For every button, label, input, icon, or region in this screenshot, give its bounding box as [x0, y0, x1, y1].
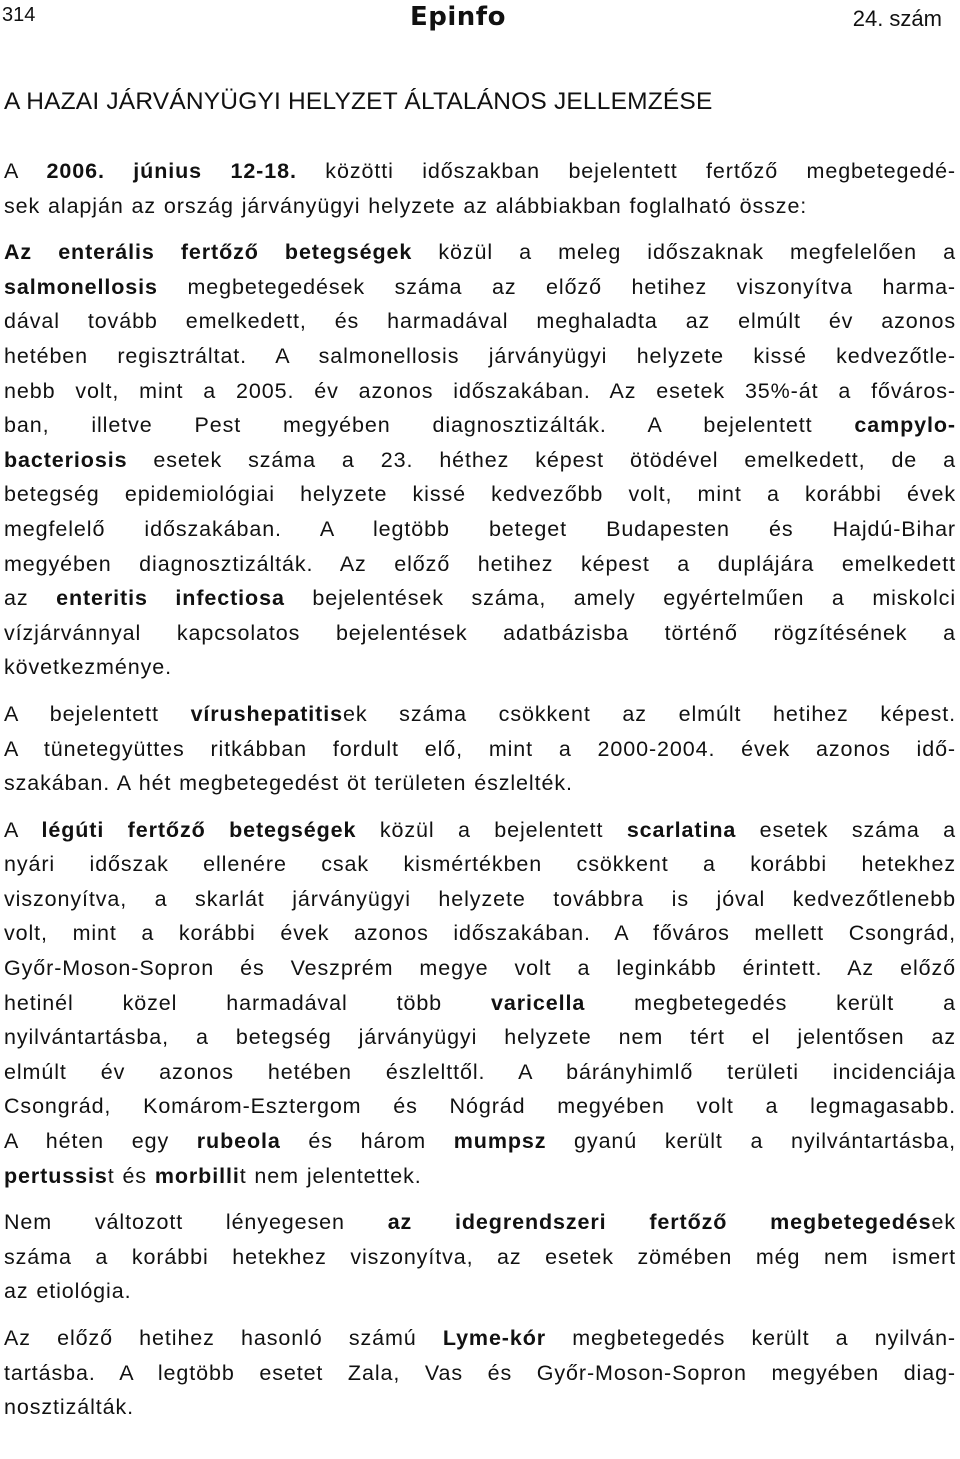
text-run: A [4, 159, 47, 183]
text-line [4, 1055, 956, 1090]
text-run: sek alapján az ország járványügyi helyzete az alábbiakban foglalható össze: [4, 193, 808, 218]
text-run: megfelelő időszakában. A legtöbb beteget Budapesten és Hajdú-Bihar [4, 516, 956, 541]
text-line [4, 766, 956, 801]
bold-term: az idegrendszeri fertőző megbetegedés [387, 1210, 932, 1235]
page-header [0, 0, 960, 40]
page-number: 314 [2, 4, 36, 26]
bold-term: pertussis [4, 1163, 108, 1188]
text-line [4, 1390, 956, 1425]
text-line [4, 1159, 956, 1194]
text-line [4, 1089, 956, 1124]
text-run: megbetegedés került a nyilván- [546, 1326, 956, 1350]
text-line [4, 951, 956, 986]
paragraph [4, 1205, 956, 1309]
text-run: esetek száma a [736, 817, 956, 842]
text-line [4, 650, 956, 685]
text-run: Csongrád, Komárom-Esztergom és Nógrád megyében volt a legmagasabb. [4, 1094, 956, 1119]
text-line [4, 1020, 956, 1055]
paragraph [4, 235, 956, 685]
text-run: vízjárvánnyal kapcsolatos bejelentések adatbázisba történő rögzítésének a [4, 620, 956, 645]
bold-term: morbilli [154, 1163, 240, 1188]
text-line [4, 512, 956, 547]
page-title: A HAZAI JÁRVÁNYÜGYI HELYZET ÁLTALÁNOS JELLEMZÉSE [4, 88, 713, 115]
text-line [4, 616, 956, 651]
text-line [4, 154, 956, 189]
paragraph [4, 154, 956, 223]
text-run: gyanú került a nyilvántartásba, [546, 1129, 957, 1154]
text-run: közül a meleg időszaknak megfelelően a [412, 240, 956, 265]
text-run: Győr-Moson-Sopron és Veszprém megye volt a leginkább érintett. Az előző [4, 956, 956, 981]
bold-term: bacteriosis [4, 447, 128, 472]
text-run: ek száma csökkent az elmúlt hetihez képest. [342, 701, 957, 726]
text-line [4, 547, 956, 582]
text-run: megbetegedés került a [585, 990, 956, 1015]
text-run: az etiológia. [4, 1279, 132, 1304]
text-run: t nem jelentettek. [239, 1163, 422, 1188]
bold-term: salmonellosis [4, 274, 158, 299]
text-line [4, 847, 956, 882]
paragraph [4, 697, 956, 801]
text-run: A bejelentett [4, 701, 191, 726]
bold-term: vírushepatitis [190, 701, 343, 726]
paragraph [4, 1321, 956, 1425]
text-line [4, 1274, 956, 1309]
text-run: A héten egy [4, 1129, 197, 1154]
text-line [4, 813, 956, 848]
text-run: bejelentések száma, amely egyértelműen a miskolci [284, 586, 957, 611]
article-body [4, 154, 956, 1425]
paragraph [4, 813, 956, 1194]
text-line [4, 1124, 956, 1159]
text-line [4, 374, 956, 409]
text-run: ek [931, 1210, 956, 1235]
text-run: dával tovább emelkedett, és harmadával meghaladta az elmúlt év azonos [4, 309, 956, 334]
text-run: A tünetegyüttes ritkábban fordult elő, mint a 2000-2004. évek azonos idő- [4, 736, 956, 761]
text-run: t és [107, 1163, 155, 1188]
text-run: volt, mint a korábbi évek azonos időszakában. A főváros mellett Csongrád, [4, 921, 956, 946]
text-run: Nem változott lényegesen [4, 1210, 388, 1235]
text-run: megyében diagnosztizálták. Az előző hetihez képest a duplájára emelkedett [4, 551, 956, 576]
text-run: nebb volt, mint a 2005. év azonos időszakában. Az esetek 35%-át a főváros- [4, 378, 956, 403]
bold-term: varicella [491, 990, 586, 1015]
text-run: elmúlt év azonos hetében észlelttől. A bárányhimlő területi incidenciája [4, 1059, 956, 1084]
text-run: nyilvántartásba, a betegség járványügyi helyzete nem tért el jelentősen az [4, 1025, 956, 1050]
bold-term: légúti fertőző betegségek [41, 817, 357, 842]
text-line [4, 1356, 956, 1391]
bold-term: 2006. június 12-18. [46, 159, 297, 183]
text-run: tartásba. A legtöbb esetet Zala, Vas és Győr-Moson-Sopron megyében diag- [4, 1360, 956, 1385]
text-line [4, 916, 956, 951]
text-run: és három [280, 1129, 454, 1154]
bold-term: Lyme-kór [442, 1326, 547, 1350]
text-run: esetek száma a 23. héthez képest ötödével emelkedett, de a [127, 447, 956, 472]
text-run: az [4, 586, 57, 611]
text-run: közül a bejelentett [356, 817, 627, 842]
text-line [4, 270, 956, 305]
text-run: szakában. A hét megbetegedést öt területen észlelték. [4, 771, 573, 796]
bold-term: mumpsz [453, 1129, 547, 1154]
text-line [4, 1205, 956, 1240]
text-line [4, 882, 956, 917]
text-run: betegség epidemiológiai helyzete kissé kedvezőbb volt, mint a korábbi évek [4, 482, 956, 507]
text-line [4, 443, 956, 478]
issue-number: 24. szám [852, 6, 942, 31]
text-line [4, 1240, 956, 1275]
text-line [4, 235, 956, 270]
text-run: nosztizálták. [4, 1395, 135, 1420]
epinfo-logo: Epinfo [410, 2, 506, 32]
text-line [4, 189, 956, 224]
text-run: ban, illetve Pest megyében diagnosztizálták. A bejelentett [4, 413, 855, 438]
bold-term: enteritis infectiosa [56, 586, 285, 611]
text-run: viszonyítva, a skarlát járványügyi helyzete továbbra is jóval kedvezőtlenebb [4, 886, 956, 911]
text-run: Az előző hetihez hasonló számú [4, 1326, 443, 1350]
text-line [4, 697, 956, 732]
text-line [4, 732, 956, 767]
text-run: megbetegedések száma az előző hetihez viszonyítva harma- [157, 274, 956, 299]
text-run: közötti időszakban bejelentett fertőző megbetegedé- [296, 159, 956, 183]
bold-term: scarlatina [626, 817, 737, 842]
bold-term: rubeola [196, 1129, 281, 1154]
bold-term: campylo- [854, 413, 956, 438]
text-line [4, 304, 956, 339]
text-run: nyári időszak ellenére csak kismértékben csökkent a korábbi hetekhez [4, 852, 956, 877]
text-run: hetinél közel harmadával több [4, 990, 492, 1015]
text-run: száma a korábbi hetekhez viszonyítva, az esetek zömében még nem ismert [4, 1244, 956, 1269]
text-line [4, 339, 956, 374]
text-line [4, 986, 956, 1021]
bold-term: Az enterális fertőző betegségek [4, 240, 413, 265]
text-line [4, 581, 956, 616]
text-run: A [4, 817, 42, 842]
text-run: hetében regisztráltat. A salmonellosis járványügyi helyzete kissé kedvezőtle- [4, 343, 956, 368]
text-line [4, 1321, 956, 1356]
text-line [4, 477, 956, 512]
text-run: következménye. [4, 655, 172, 680]
text-line [4, 408, 956, 443]
